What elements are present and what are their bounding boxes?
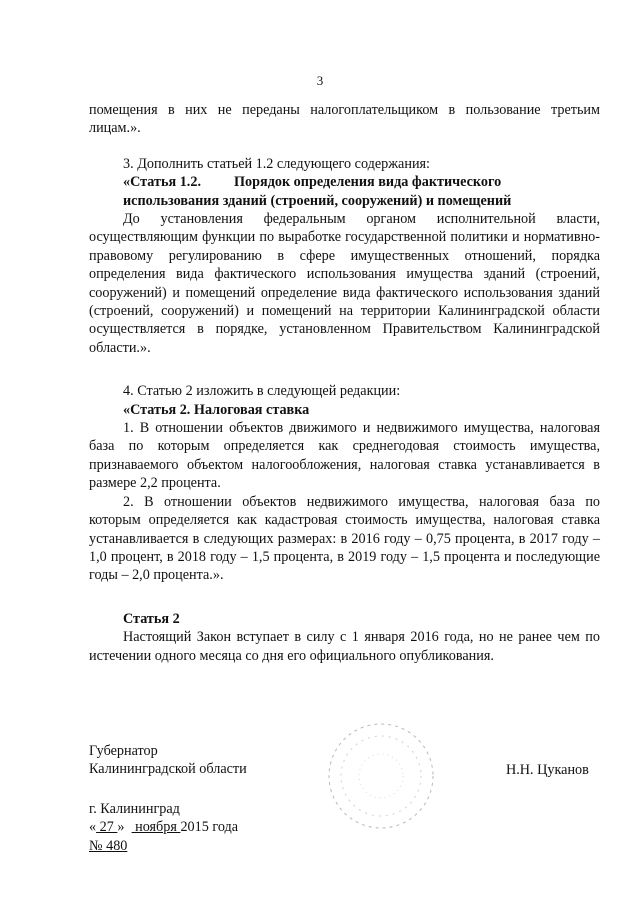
- signature-position: [89, 742, 247, 779]
- statya-2-heading: Статья 2: [123, 610, 180, 627]
- article-1-2-heading: [89, 173, 600, 210]
- article-2-item-1: 1. В отношении объектов движимого и недвижимого имущества, налоговая база по которым определяется как среднегодовая стоимость имущества, признаваемого объектом налогообложения, налоговая ставка устанавливается в размере 2,2 процента.: [89, 420, 600, 492]
- signature-name: Н.Н. Цуканов: [506, 762, 589, 778]
- date-year: 2015 года: [180, 819, 239, 836]
- official-stamp-icon: [323, 718, 439, 834]
- number-value: 480: [106, 837, 128, 854]
- document-body: [89, 101, 600, 665]
- article-2-item-2: 2. В отношении объектов недвижимого имущества, налоговая база по которым определяется как кадастровая стоимость имущества, налоговая ставка устанавливается в следующих размерах: в 2016 году – 0,75 процента, в 2017 году – 1,0 процент, в 2018 году – 1,5 процента, в 2019 году – 1,5 процента и последующие годы – 2,0 процента.».: [89, 493, 600, 584]
- document-footer: [89, 800, 238, 855]
- date-close-quote: »: [117, 819, 132, 836]
- item-3-intro: 3. Дополнить статьей 1.2 следующего содержания:: [123, 155, 430, 172]
- date-day: 27: [96, 819, 118, 836]
- city: г. Калининград: [89, 801, 180, 817]
- article-1-2-label: «Статья 1.2.: [123, 174, 201, 191]
- article-1-2-title-line1: Порядок определения вида фактического: [234, 174, 502, 191]
- statya-2-body: Настоящий Закон вступает в силу с 1 января 2016 года, но не ранее чем по истечении одного месяца со дня его официального опубликования.: [89, 629, 600, 664]
- item-4-intro: 4. Статью 2 изложить в следующей редакции:: [123, 383, 401, 400]
- article-1-2-body: До установления федеральным органом исполнительной власти, осуществляющим функции по выработке государственной политики и нормативно-правовому регулированию в сфере имущественных отношений, порядка определения вида фактического использования имущества зданий (строений, сооружений) и помещений определение вида фактического использования зданий (строений, сооружений) и помещений на территории Калининградской области осуществляется в порядке, установленном Правительством Калининградской области.».: [89, 211, 600, 356]
- date-month: ноября: [131, 819, 181, 836]
- number-line: [89, 837, 238, 855]
- article-1-2-title-line2: использования зданий (строений, сооружений) и помещений: [123, 192, 512, 209]
- position-line2: Калининградской области: [89, 761, 247, 778]
- position-line1: Губернатор: [89, 743, 158, 759]
- paragraph-continuation: помещения в них не переданы налогоплательщиком в пользование третьим лицам.».: [89, 102, 600, 137]
- article-2-title: «Статья 2. Налоговая ставка: [123, 401, 310, 418]
- date-line: [89, 818, 238, 836]
- number-label: №: [89, 837, 107, 854]
- page-number: 3: [316, 73, 324, 88]
- date-open-quote: «: [89, 819, 97, 836]
